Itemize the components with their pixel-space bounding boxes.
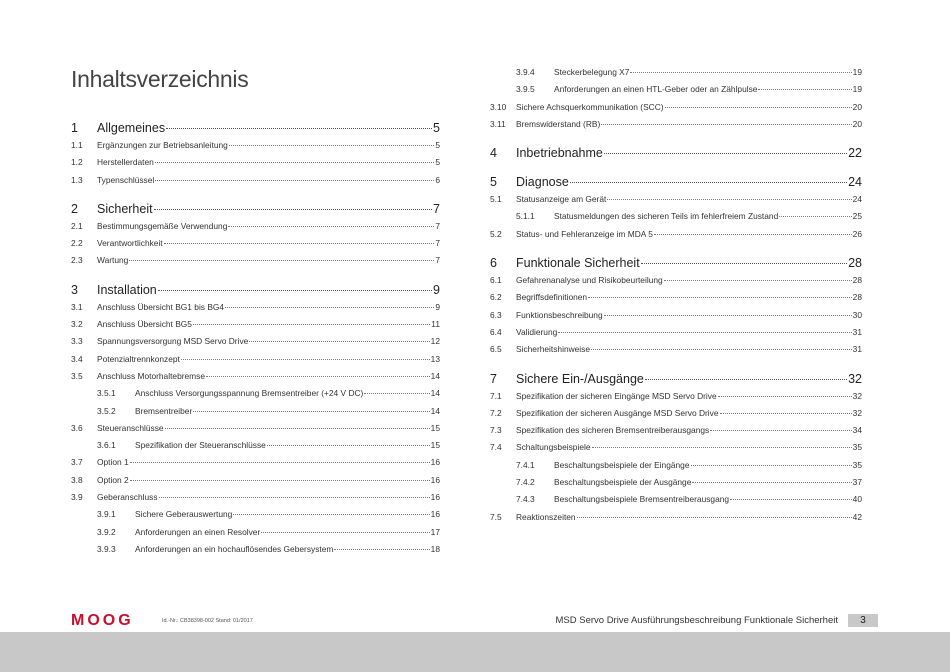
toc-leader-dots [249, 341, 429, 342]
toc-entry-page: 19 [852, 84, 862, 95]
toc-entry-title: Anschluss Übersicht BG5 [97, 319, 192, 330]
toc-entry-number: 7.4.3 [516, 494, 535, 505]
toc-entry-title: Option 2 [97, 474, 129, 485]
toc-entry-number: 6.2 [490, 292, 502, 303]
toc-leader-dots [645, 379, 847, 380]
toc-entry-number: 3.6.1 [97, 440, 116, 451]
toc-entry-7-4-2[interactable] [490, 477, 862, 494]
toc-entry-page: 16 [430, 492, 440, 503]
toc-entry-title: Potenzialtrennkonzept [97, 353, 180, 364]
toc-leader-dots [158, 290, 432, 291]
toc-entry-title: Beschaltungsbeispiele der Eingänge [554, 459, 690, 470]
toc-entry-page: 14 [430, 370, 440, 381]
toc-entry-page: 12 [430, 336, 440, 347]
toc-entry-title: Option 1 [97, 457, 129, 468]
toc-entry-page: 6 [435, 174, 440, 185]
toc-entry-page: 20 [852, 118, 862, 129]
toc-leader-dots [592, 447, 852, 448]
toc-leader-dots [601, 124, 851, 125]
toc-leader-dots [758, 89, 851, 90]
toc-entry-6[interactable] [490, 256, 862, 275]
toc-leader-dots [691, 465, 852, 466]
toc-entry-page: 7 [435, 220, 440, 231]
toc-entry-3-7[interactable] [71, 457, 440, 474]
toc-entry-page: 32 [852, 390, 862, 401]
toc-entry-number: 7.3 [490, 425, 502, 436]
toc-leader-dots [710, 430, 851, 431]
toc-entry-page: 16 [430, 509, 440, 520]
toc-entry-number: 4 [490, 146, 497, 161]
toc-entry-5[interactable] [490, 175, 862, 194]
toc-entry-title: Gefahrenanalyse und Risikobeurteilung [516, 275, 663, 286]
toc-entry-page: 9 [435, 301, 440, 312]
toc-entry-title: Anschluss Versorgungsspannung Bremsentreiber (+24 V DC) [135, 388, 364, 399]
page-number: 3 [848, 614, 878, 627]
footer-bar [0, 632, 950, 672]
toc-entry-title: Verantwortlichkeit [97, 238, 163, 249]
toc-entry-number: 3.1 [71, 301, 83, 312]
toc-entry-3-2[interactable] [71, 319, 440, 336]
toc-entry-number: 6.4 [490, 326, 502, 337]
toc-entry-number: 3.7 [71, 457, 83, 468]
toc-entry-title: Status- und Fehleranzeige im MDA 5 [516, 228, 653, 239]
toc-leader-dots [154, 209, 432, 210]
toc-entry-1-3[interactable] [71, 175, 440, 192]
toc-entry-page: 7 [435, 255, 440, 266]
toc-entry-title: Begriffsdefinitionen [516, 292, 588, 303]
toc-entry-number: 3.9.3 [97, 543, 116, 554]
toc-entry-title: Statusmeldungen des sicheren Teils im fehlerfreiem Zustand [554, 211, 779, 222]
toc-leader-dots [665, 107, 852, 108]
toc-entry-number: 3.6 [71, 422, 83, 433]
toc-entry-page: 5 [435, 157, 440, 168]
toc-entry-3-5-2[interactable] [71, 406, 440, 423]
toc-entry-number: 7.1 [490, 390, 502, 401]
toc-entry-7-3[interactable] [490, 425, 862, 442]
toc-entry-7-5[interactable] [490, 512, 862, 529]
toc-entry-page: 11 [431, 319, 440, 330]
toc-entry-title: Diagnose [516, 175, 569, 190]
toc-entry-number: 5.1 [490, 194, 502, 205]
toc-leader-dots [588, 297, 852, 298]
toc-entry-number: 3.10 [490, 101, 507, 112]
toc-entry-number: 7.5 [490, 511, 502, 522]
toc-entry-title: Installation [97, 282, 157, 297]
toc-entry-page: 15 [430, 422, 440, 433]
toc-entry-title: Funktionale Sicherheit [516, 256, 640, 271]
toc-entry-number: 3.5 [71, 370, 83, 381]
toc-leader-dots [129, 260, 434, 261]
toc-entry-7-4-1[interactable] [490, 460, 862, 477]
toc-entry-title: Steckerbelegung X7 [554, 67, 630, 77]
page-title: Inhaltsverzeichnis [71, 66, 249, 92]
toc-leader-dots [155, 180, 434, 181]
toc-leader-dots [159, 497, 430, 498]
toc-entry-number: 3.5.2 [97, 405, 116, 416]
toc-entry-title: Schaltungsbeispiele [516, 442, 591, 453]
toc-entry-2-1[interactable] [71, 221, 440, 238]
toc-leader-dots [577, 517, 852, 518]
toc-entry-page: 28 [848, 256, 862, 271]
toc-entry-3-9-3[interactable] [71, 544, 440, 561]
toc-entry-page: 34 [852, 425, 862, 436]
toc-leader-dots [193, 324, 430, 325]
toc-entry-6-2[interactable] [490, 292, 862, 309]
toc-leader-dots [607, 199, 851, 200]
toc-entry-page: 35 [852, 442, 862, 453]
toc-leader-dots [181, 359, 430, 360]
toc-entry-page: 18 [430, 543, 440, 554]
toc-entry-3-9[interactable] [71, 492, 440, 509]
toc-leader-dots [193, 411, 429, 412]
toc-entry-page: 32 [848, 371, 862, 386]
toc-entry-page: 42 [852, 511, 862, 522]
toc-entry-page: 37 [852, 477, 862, 488]
toc-entry-title: Funktionsbeschreibung [516, 309, 603, 320]
toc-entry-3-6[interactable] [71, 423, 440, 440]
toc-leader-dots [164, 243, 435, 244]
toc-entry-number: 2.1 [71, 220, 83, 231]
toc-leader-dots [730, 499, 852, 500]
toc-entry-3-4[interactable] [71, 354, 440, 371]
toc-leader-dots [261, 532, 429, 533]
toc-entry-page: 7 [435, 238, 440, 249]
moog-logo: MOOG [71, 612, 134, 629]
toc-entry-number: 2.2 [71, 238, 83, 249]
toc-entry-3-9-2[interactable] [71, 527, 440, 544]
toc-entry-title: Anforderungen an einen Resolver [135, 526, 261, 537]
toc-leader-dots [558, 332, 851, 333]
toc-entry-page: 16 [430, 474, 440, 485]
toc-entry-2[interactable] [71, 202, 440, 221]
toc-entry-3-9-1[interactable] [71, 509, 440, 526]
toc-leader-dots [233, 514, 429, 515]
toc-entry-page: 28 [852, 275, 862, 286]
toc-entry-title: Allgemeines [97, 121, 166, 135]
toc-entry-page: 19 [852, 67, 862, 77]
toc-entry-6-5[interactable] [490, 344, 862, 361]
toc-entry-6-4[interactable] [490, 327, 862, 344]
toc-leader-dots [165, 428, 430, 429]
toc-entry-number: 6 [490, 256, 497, 271]
toc-leader-dots [591, 349, 852, 350]
toc-entry-number: 7.4 [490, 442, 502, 453]
toc-leader-dots [718, 396, 852, 397]
toc-leader-dots [334, 549, 429, 550]
toc-right-column [490, 67, 862, 529]
toc-leader-dots [630, 72, 851, 73]
toc-entry-7[interactable] [490, 372, 862, 391]
toc-entry-title: Beschaltungsbeispiele der Ausgänge [554, 477, 692, 488]
toc-entry-title: Anforderungen an ein hochauflösendes Gebersystem [135, 543, 334, 554]
toc-entry-number: 3.9.1 [97, 509, 116, 520]
toc-entry-number: 7.4.1 [516, 459, 535, 470]
toc-entry-number: 3.8 [71, 474, 83, 485]
toc-entry-number: 6.1 [490, 275, 502, 286]
toc-entry-page: 16 [430, 457, 440, 468]
toc-entry-7-4[interactable] [490, 442, 862, 459]
toc-entry-2-3[interactable] [71, 255, 440, 272]
toc-entry-page: 17 [430, 526, 440, 537]
toc-leader-dots [604, 153, 847, 154]
toc-entry-2-2[interactable] [71, 238, 440, 255]
toc-entry-1-1[interactable] [71, 140, 440, 157]
toc-entry-page: 32 [852, 407, 862, 418]
toc-entry-7-2[interactable] [490, 408, 862, 425]
toc-entry-title: Sicherheit [97, 201, 153, 216]
toc-entry-page: 35 [852, 459, 862, 470]
toc-entry-title: Bestimmungsgemäße Verwendung [97, 220, 228, 231]
toc-entry-1-2[interactable] [71, 157, 440, 174]
toc-entry-number: 1.2 [71, 157, 83, 168]
toc-leader-dots [604, 315, 852, 316]
toc-entry-title: Herstellerdaten [97, 157, 154, 168]
toc-left-column [71, 121, 440, 561]
toc-entry-page: 9 [433, 282, 440, 297]
toc-entry-page: 24 [848, 175, 862, 190]
toc-entry-3-8[interactable] [71, 475, 440, 492]
toc-entry-number: 3.11 [490, 118, 506, 129]
toc-entry-page: 31 [852, 344, 862, 355]
toc-entry-7-4-3[interactable] [490, 494, 862, 511]
toc-entry-title: Anforderungen an einen HTL-Geber oder an Zählpulse [554, 84, 758, 95]
toc-leader-dots [206, 376, 430, 377]
toc-entry-title: Geberanschluss [97, 492, 158, 503]
toc-entry-title: Anschluss Motorhaltebremse [97, 370, 205, 381]
toc-leader-dots [155, 162, 435, 163]
toc-entry-title: Ergänzungen zur Betriebsanleitung [97, 140, 228, 150]
toc-entry-number: 5.2 [490, 228, 502, 239]
toc-entry-number: 3.2 [71, 319, 83, 330]
toc-entry-title: Sichere Ein-/Ausgänge [516, 371, 644, 386]
toc-entry-title: Beschaltungsbeispiele Bremsentreiberausgang [554, 494, 730, 505]
toc-entry-number: 5 [490, 175, 497, 190]
toc-entry-page: 15 [430, 440, 440, 451]
toc-entry-number: 2 [71, 201, 78, 216]
toc-entry-page: 14 [430, 388, 440, 399]
toc-entry-number: 3.9 [71, 492, 83, 503]
toc-entry-title: Statusanzeige am Gerät [516, 194, 607, 205]
toc-entry-3-9-5[interactable] [490, 84, 862, 101]
toc-leader-dots [570, 182, 847, 183]
toc-entry-title: Spezifikation des sicheren Bremsentreiberausgangs [516, 425, 710, 436]
toc-entry-3[interactable] [71, 283, 440, 302]
toc-entry-number: 3.9.5 [516, 84, 535, 95]
toc-entry-title: Sichere Achsquerkommunikation (SCC) [516, 101, 664, 112]
toc-leader-dots [130, 480, 430, 481]
toc-entry-number: 3.5.1 [97, 388, 116, 399]
toc-entry-title: Typenschlüssel [97, 174, 155, 185]
toc-entry-7-1[interactable] [490, 391, 862, 408]
toc-entry-number: 7.2 [490, 407, 502, 418]
toc-entry-3-9-4[interactable] [490, 67, 862, 84]
toc-entry-number: 2.3 [71, 255, 83, 266]
toc-entry-page: 14 [430, 405, 440, 416]
toc-entry-number: 6.3 [490, 309, 502, 320]
toc-entry-page: 5 [435, 140, 440, 150]
toc-entry-page: 28 [852, 292, 862, 303]
toc-entry-6-3[interactable] [490, 310, 862, 327]
toc-entry-page: 13 [430, 353, 440, 364]
toc-entry-title: Sichere Geberauswertung [135, 509, 233, 520]
toc-entry-5-1-1[interactable] [490, 211, 862, 228]
toc-entry-title: Steueranschlüsse [97, 422, 164, 433]
toc-entry-3-3[interactable] [71, 336, 440, 353]
toc-entry-page: 22 [848, 146, 862, 161]
toc-leader-dots [364, 393, 429, 394]
toc-leader-dots [779, 216, 851, 217]
toc-entry-4[interactable] [490, 146, 862, 165]
toc-entry-page: 31 [852, 326, 862, 337]
toc-leader-dots [641, 263, 847, 264]
toc-entry-title: Validierung [516, 326, 558, 337]
toc-entry-number: 3.9.4 [516, 67, 535, 77]
toc-leader-dots [720, 413, 852, 414]
toc-entry-number: 7 [490, 371, 497, 386]
toc-entry-number: 3.4 [71, 353, 83, 364]
toc-leader-dots [166, 128, 432, 129]
toc-entry-page: 26 [852, 228, 862, 239]
toc-entry-1[interactable] [71, 121, 440, 140]
toc-entry-5-2[interactable] [490, 229, 862, 246]
toc-entry-page: 24 [852, 194, 862, 205]
toc-entry-5-1[interactable] [490, 194, 862, 211]
toc-entry-3-6-1[interactable] [71, 440, 440, 457]
toc-entry-3-5[interactable] [71, 371, 440, 388]
toc-entry-title: Bremsentreiber [135, 405, 193, 416]
document-title: MSD Servo Drive Ausführungsbeschreibung Funktionale Sicherheit [555, 615, 838, 626]
toc-leader-dots [664, 280, 852, 281]
toc-entry-title: Bremswiderstand (RB) [516, 118, 601, 129]
toc-entry-title: Wartung [97, 255, 129, 266]
document-id: Id.-Nr.: CB38398-002 Stand: 01/2017 [162, 618, 253, 624]
toc-entry-title: Anschluss Übersicht BG1 bis BG4 [97, 301, 225, 312]
toc-leader-dots [654, 234, 852, 235]
toc-entry-title: Sicherheitshinweise [516, 344, 591, 355]
toc-entry-title: Spezifikation der sicheren Eingänge MSD Servo Drive [516, 390, 717, 401]
toc-entry-page: 20 [852, 101, 862, 112]
toc-entry-number: 3.9.2 [97, 526, 116, 537]
toc-entry-number: 6.5 [490, 344, 502, 355]
toc-leader-dots [225, 307, 434, 308]
toc-entry-page: 40 [852, 494, 862, 505]
toc-entry-3-5-1[interactable] [71, 388, 440, 405]
toc-entry-number: 3 [71, 282, 78, 297]
toc-entry-6-1[interactable] [490, 275, 862, 292]
toc-leader-dots [229, 145, 434, 146]
toc-leader-dots [130, 462, 430, 463]
toc-leader-dots [228, 226, 434, 227]
toc-entry-page: 25 [852, 211, 862, 222]
toc-entry-3-11[interactable] [490, 119, 862, 136]
toc-entry-title: Inbetriebnahme [516, 146, 603, 161]
toc-leader-dots [692, 482, 851, 483]
toc-entry-number: 7.4.2 [516, 477, 535, 488]
toc-leader-dots [267, 445, 430, 446]
toc-entry-number: 1.3 [71, 174, 83, 185]
toc-entry-page: 7 [433, 201, 440, 216]
toc-entry-3-10[interactable] [490, 102, 862, 119]
toc-entry-title: Spezifikation der sicheren Ausgänge MSD Servo Drive [516, 407, 719, 418]
toc-entry-number: 1.1 [71, 140, 83, 150]
toc-entry-title: Reaktionszeiten [516, 511, 576, 522]
toc-entry-number: 1 [71, 121, 78, 135]
toc-entry-number: 5.1.1 [516, 211, 535, 222]
toc-entry-number: 3.3 [71, 336, 83, 347]
toc-entry-page: 5 [433, 121, 440, 135]
toc-entry-title: Spezifikation der Steueranschlüsse [135, 440, 266, 451]
toc-entry-title: Spannungsversorgung MSD Servo Drive [97, 336, 249, 347]
toc-entry-3-1[interactable] [71, 302, 440, 319]
toc-entry-page: 30 [852, 309, 862, 320]
